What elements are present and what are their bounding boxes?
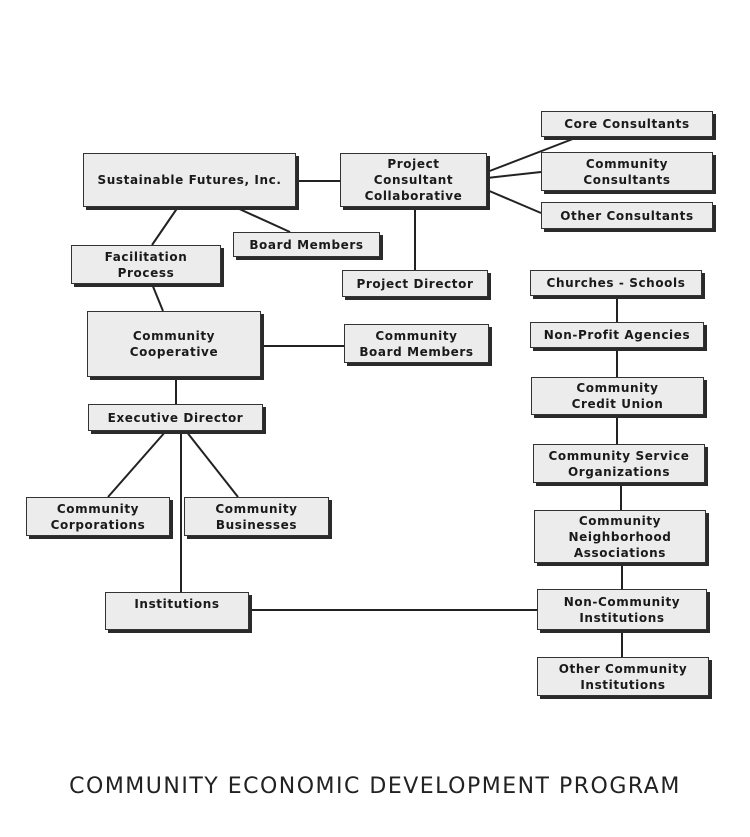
node-institutions: Institutions: [105, 592, 249, 630]
node-community-service-organizations: Community Service Organizations: [533, 444, 705, 483]
edge-exec-corporations: [108, 431, 166, 497]
node-board-members: Board Members: [233, 232, 380, 257]
node-sustainable-futures: Sustainable Futures, Inc.: [83, 153, 296, 207]
node-other-community-institutions: Other Community Institutions: [537, 657, 709, 696]
node-project-consultant-collaborative: Project Consultant Collaborative: [340, 153, 487, 207]
node-executive-director: Executive Director: [88, 404, 263, 431]
node-churches-schools: Churches - Schools: [530, 270, 702, 296]
node-community-credit-union: Community Credit Union: [531, 377, 704, 415]
node-project-director: Project Director: [342, 270, 488, 297]
edge-sf-board: [235, 207, 290, 232]
node-facilitation-process: Facilitation Process: [71, 245, 221, 284]
node-community-corporations: Community Corporations: [26, 497, 170, 536]
node-non-profit-agencies: Non-Profit Agencies: [530, 322, 704, 348]
node-community-businesses: Community Businesses: [184, 497, 329, 536]
edge-pcc-other: [487, 190, 541, 213]
node-community-neighborhood-associations: Community Neighborhood Associations: [534, 510, 706, 563]
edge-exec-businesses: [186, 431, 238, 497]
edge-facilitation-coop: [152, 284, 163, 311]
node-other-consultants: Other Consultants: [541, 202, 713, 229]
node-community-cooperative: Community Cooperative: [87, 311, 261, 377]
node-non-community-institutions: Non-Community Institutions: [537, 589, 707, 630]
diagram-caption: COMMUNITY ECONOMIC DEVELOPMENT PROGRAM: [69, 774, 681, 799]
node-community-consultants: Community Consultants: [541, 152, 713, 191]
node-core-consultants: Core Consultants: [541, 111, 713, 137]
node-community-board-members: Community Board Members: [344, 324, 489, 363]
edge-sf-facilitation: [152, 207, 178, 245]
edge-pcc-community-consultants: [487, 172, 541, 178]
